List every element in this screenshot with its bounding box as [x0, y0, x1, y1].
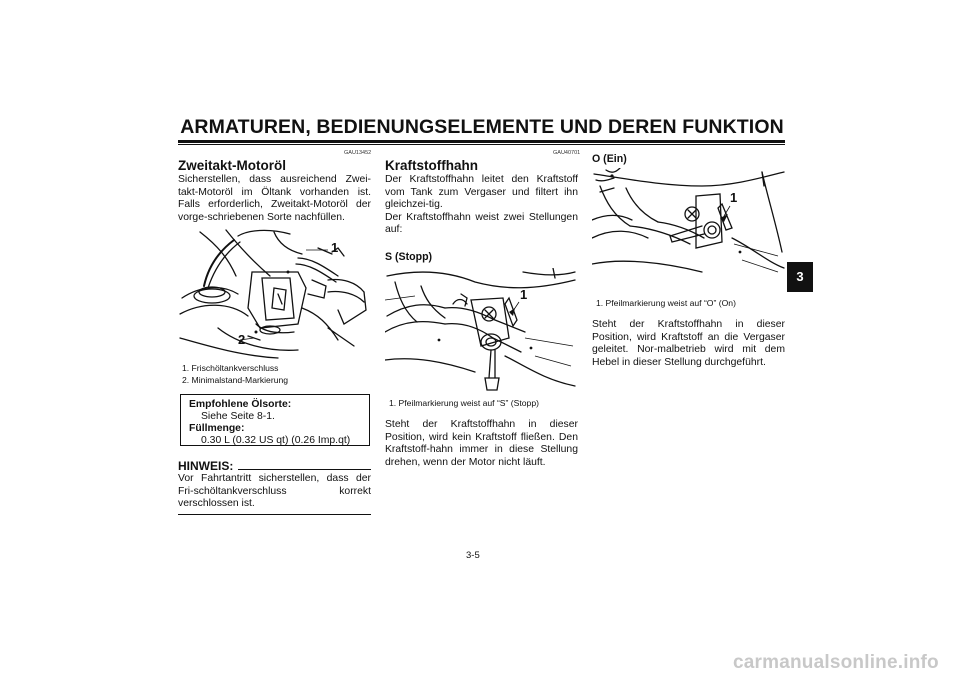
- subheading-on: O (Ein): [592, 153, 627, 165]
- subheading-stop: S (Stopp): [385, 251, 433, 263]
- section-code-fuel: GAU40701: [553, 150, 581, 156]
- spec-oil-label: Empfohlene Ölsorte:: [189, 399, 292, 410]
- section-title-fuel: Kraftstoffhahn: [385, 158, 478, 173]
- on-figure-label-1: 1: [730, 190, 738, 205]
- stop-figure-label-1: 1: [520, 287, 528, 302]
- oil-caption-2: 2. Minimalstand-Markierung: [182, 375, 289, 385]
- stop-body-text: Steht der Kraftstoffhahn in dieser Position, wird kein Kraftstoff fließen. Den Kraftstoff-hahn immer in diese Stellung drehen, wenn der Motor nicht läuft.: [385, 419, 578, 468]
- section-code: GAU13452: [344, 150, 372, 156]
- on-body-text: Steht der Kraftstoffhahn in dieser Position, wird Kraftstoff an die Vergaser geleitet. Nor-malbetrieb wird mit dem Hebel in dieser Stellung durchgeführt.: [592, 319, 785, 368]
- section-title-oil: Zweitakt-Motoröl: [178, 158, 286, 173]
- header-rule-thin: [178, 144, 785, 145]
- fuel-cock-stop-illustration: [385, 268, 577, 392]
- chapter-tab: 3: [787, 262, 813, 292]
- watermark: carmanualsonline.info: [733, 652, 939, 673]
- fuel-body-text: Der Kraftstoffhahn leitet den Kraftstoff vom Tank zum Vergaser und filtert ihn gleichzei-tig. Der Kraftstoffhahn weist zwei Stellungen auf:: [385, 174, 578, 236]
- page-number: 3-5: [466, 550, 480, 561]
- fuel-cock-on-illustration: [592, 168, 785, 292]
- note-title-rule: [238, 469, 371, 470]
- note-bottom-rule: [178, 514, 371, 515]
- stop-caption: 1. Pfeilmarkierung weist auf “S” (Stopp): [389, 398, 539, 408]
- oil-body-text: Sicherstellen, dass ausreichend Zwei-takt-Motoröl im Öltank vorhanden ist. Falls erforderlich, Zweitakt-Motoröl der vorge-schriebenen Sorte nachfüllen.: [178, 174, 371, 223]
- spec-fill-label: Füllmenge:: [189, 423, 245, 434]
- spec-fill-value: 0.30 L (0.32 US qt) (0.26 Imp.qt): [201, 435, 351, 446]
- note-title: HINWEIS:: [178, 459, 234, 473]
- spec-oil-value: Siehe Seite 8-1.: [201, 411, 275, 422]
- oil-figure-label-1: 1: [331, 240, 339, 255]
- oil-spec-box: [180, 394, 370, 446]
- oil-caption-1: 1. Frischöltankverschluss: [182, 363, 279, 373]
- oil-tank-illustration: [178, 228, 372, 360]
- oil-figure-label-2: 2: [238, 332, 246, 347]
- header-rule-thick: [178, 140, 785, 143]
- note-body: Vor Fahrtantritt sicherstellen, dass der Fri-schöltankverschluss korrekt verschlossen ist.: [178, 473, 371, 510]
- on-caption: 1. Pfeilmarkierung weist auf “O” (On): [596, 298, 736, 308]
- page-header-title: ARMATUREN, BEDIENUNGSELEMENTE UND DEREN FUNKTION: [180, 116, 784, 138]
